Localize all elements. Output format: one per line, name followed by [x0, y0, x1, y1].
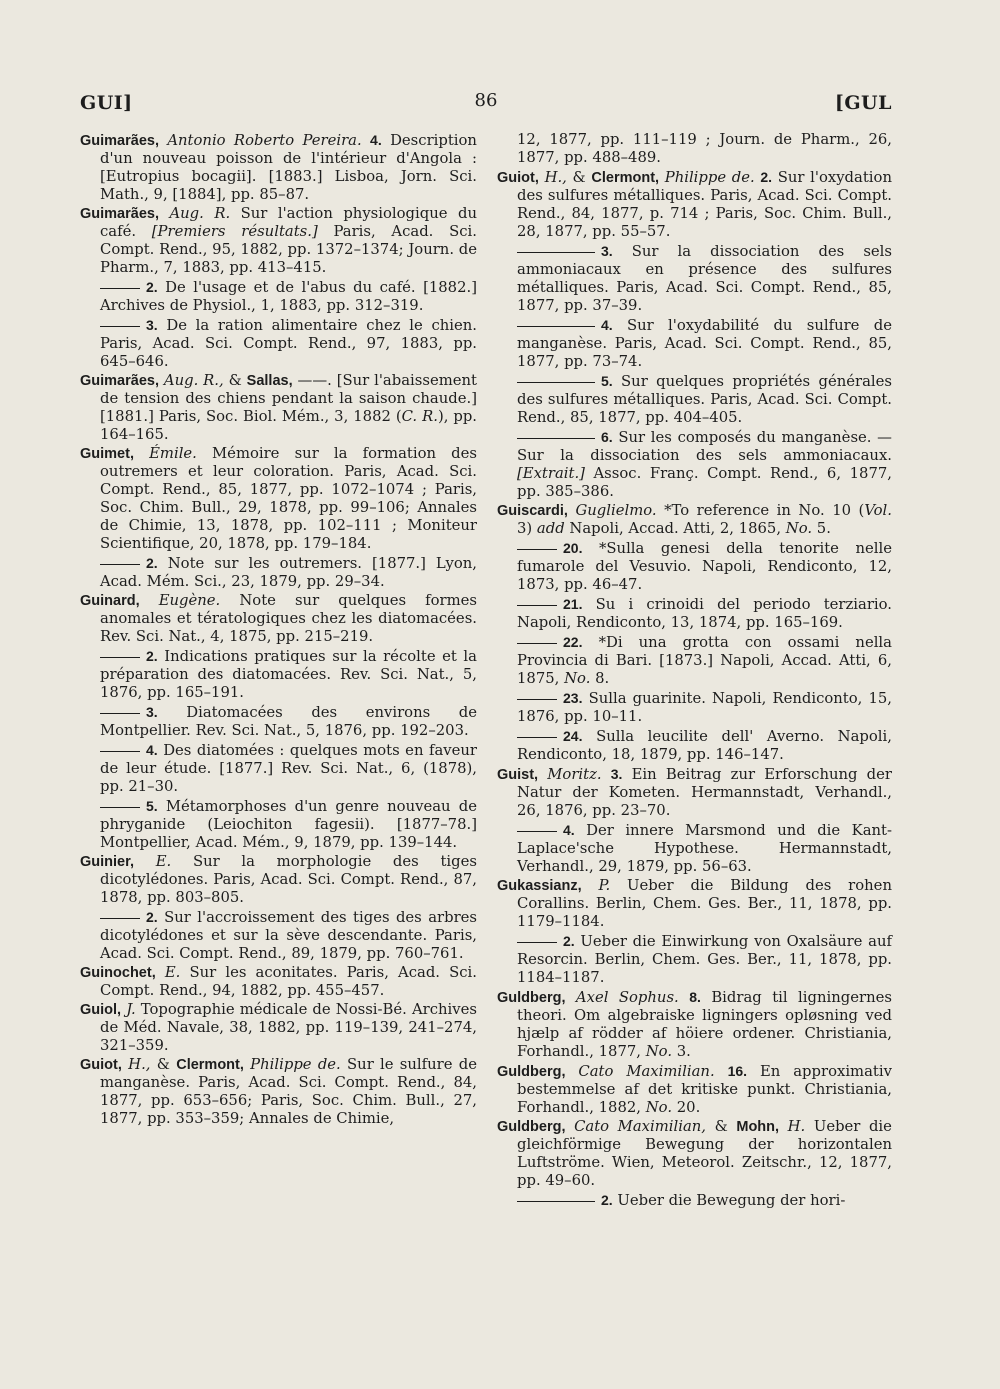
author-given-name: Cato Maximilian. [578, 1063, 715, 1080]
entry-guimaraes-aug [80, 205, 477, 277]
ditto-dash [100, 807, 140, 808]
coauthor-given-name: Philippe de. [250, 1056, 341, 1073]
entry-gukassianz [497, 877, 892, 931]
entry-continuation [497, 428, 892, 501]
citation: Su i crinoidi del periodo terziario. Napoli, Rendiconto, 13, 1874, pp. 165–169. [517, 596, 892, 631]
author-given-name: Aug. R. [169, 205, 231, 222]
ditto-dash [517, 326, 595, 327]
left-column [80, 131, 477, 1129]
coauthor: Clermont, [176, 1057, 244, 1073]
ditto-dash [517, 737, 557, 738]
coauthor-given-name: H. [787, 1118, 806, 1135]
citation: Sur l'action physiologique du café. [100, 205, 477, 240]
conjunction: & [714, 1118, 728, 1135]
citation: Note sur les outremers. [1877.] Lyon, Acad. Mém. Sci., 23, 1879, pp. 29–34. [100, 555, 477, 590]
coauthor: Mohn, [736, 1119, 780, 1135]
entry-guimaraes-antonio [80, 131, 477, 204]
author: Gukassianz, [497, 878, 582, 894]
entry-number: 22. [563, 634, 583, 650]
header-range-right: [GUL [834, 92, 892, 114]
entry-continuation [80, 908, 477, 963]
citation: De la ration alimentaire chez le chien. Paris, Acad. Sci. Compt. Rend., 97, 1883, pp. 645–646. [100, 317, 477, 370]
entry-number: 2. [146, 648, 158, 664]
entry-guinochet [80, 964, 477, 1000]
ditto-dash [100, 288, 140, 289]
entry-guiol [80, 1001, 477, 1055]
citation: 20. [676, 1099, 701, 1116]
entry-continuation [80, 703, 477, 740]
author-given-name: J. [126, 1001, 136, 1018]
ditto-dash [517, 252, 595, 253]
entry-number: 23. [563, 690, 583, 706]
ditto-dash [100, 326, 140, 327]
author-given-name: Moritz. [547, 766, 602, 783]
entry-number: 2. [760, 169, 773, 185]
citation: Sur la dissociation des sels ammoniacaux en présence des sulfures métalliques. Paris, Acad. Sci. Compt. Rend., 85, 1877, pp. 37–39. [517, 243, 892, 314]
entry-number: 16. [727, 1063, 748, 1079]
entry-number: 4. [563, 822, 575, 838]
entry-number: 2. [601, 1192, 613, 1208]
ditto-dash [100, 751, 140, 752]
author-given-name: Eugène. [158, 592, 221, 609]
header-range-left: GUI] [80, 92, 133, 114]
citation: Sur l'oxydation des sulfures métalliques. Paris, Acad. Sci. Compt. Rend., 84, 1877, p. 714 ; Paris, Soc. Chim. Bull., 28, 1877, pp. 55–57. [517, 169, 892, 240]
citation: *To reference in No. 10 ( [664, 502, 865, 519]
citation: Sur l'accroissement des tiges des arbres dicotylédones et sur la sève descendante. Paris, Acad. Sci. Compt. Rend., 89, 1879, pp. 760–761. [100, 909, 477, 962]
entry-continuation [497, 372, 892, 427]
citation: 3) [517, 520, 533, 537]
author: Guldberg, [497, 1119, 566, 1135]
right-column [497, 131, 892, 1211]
ditto-dash [517, 438, 595, 439]
citation-italic: No. [785, 520, 813, 537]
citation: 3. [676, 1043, 691, 1060]
author: Guiot, [80, 1057, 122, 1073]
citation: De l'usage et de l'abus du café. [1882.] Archives de Physiol., 1, 1883, pp. 312–319. [100, 279, 477, 314]
citation: En approximativ bestemmelse af det kritiske punkt. Christiania, Forhandl., 1882, [517, 1063, 892, 1116]
ditto-dash [517, 942, 557, 943]
author: Guimet, [80, 446, 134, 462]
author: Guist, [497, 767, 539, 783]
entry-number: 4. [370, 132, 382, 148]
citation: Sur les composés du manganèse. —Sur la dissociation des sels ammoniacaux. [517, 429, 892, 464]
citation: 12, 1877, pp. 111–119 ; Journ. de Pharm., 26, 1877, pp. 488–489. [517, 131, 892, 166]
entry-continuation [80, 647, 477, 702]
entry-number: 5. [146, 798, 158, 814]
entry-guimet [80, 445, 477, 553]
entry-number: 3. [146, 317, 158, 333]
entry-guldberg-mohn [497, 1118, 892, 1190]
citation: Des diatomées : quelques mots en faveur de leur étude. [1877.] Rev. Sci. Nat., 6, (1878), pp. 21–30. [100, 742, 477, 795]
author: Guldberg, [497, 1064, 566, 1080]
author: Guiot, [497, 170, 539, 186]
citation: Assoc. Franç. Compt. Rend., 6, 1877, pp. 385–386. [517, 465, 892, 500]
entry-number: 4. [146, 742, 158, 758]
entry-continuation [497, 316, 892, 371]
entry-guinard [80, 592, 477, 646]
author-given-name: H., [544, 169, 567, 186]
entry-guiscardi [497, 502, 892, 538]
ditto-dash [517, 1201, 595, 1202]
coauthor: Sallas, [246, 373, 293, 389]
author-given-name: H., [128, 1056, 151, 1073]
citation-italic: [Premiers résultats.] [151, 223, 318, 240]
coauthor-given-name: ——. [297, 372, 332, 389]
entry-number: 24. [563, 728, 583, 744]
entry-number: 20. [563, 540, 583, 556]
citation-italic: [Extrait.] [517, 465, 585, 482]
entry-number: 3. [610, 766, 623, 782]
author-given-name: Axel Sophus. [575, 989, 679, 1006]
entry-continuation [497, 242, 892, 315]
author: Guimarães, [80, 373, 159, 389]
ditto-dash [517, 831, 557, 832]
citation: Ueber die Bewegung der hori- [617, 1192, 846, 1209]
citation: Diatomacées des environs de Montpellier. Rev. Sci. Nat., 5, 1876, pp. 192–203. [100, 704, 477, 739]
coauthor-given-name: Philippe de. [664, 169, 755, 186]
running-header [80, 92, 892, 122]
citation-italic: add [536, 520, 565, 537]
citation: Sur le sulfure de manganèse. Paris, Acad. Sci. Compt. Rend., 84, 1877, pp. 653–656; Paris, Soc. Chim. Bull., 27, 1877, pp. 353–359; Annales de Chimie, [100, 1056, 477, 1127]
entry-continuation [497, 539, 892, 594]
entry-continuation [497, 689, 892, 726]
author: Guimarães, [80, 206, 159, 222]
citation: Napoli, Accad. Atti, 2, 1865, [569, 520, 782, 537]
citation: Sur quelques propriétés générales des sulfures métalliques. Paris, Acad. Sci. Compt. Rend., 85, 1877, pp. 404–405. [517, 373, 892, 426]
author-given-name: Antonio Roberto Pereira. [167, 132, 362, 149]
author: Guinochet, [80, 965, 156, 981]
citation: Indications pratiques sur la récolte et la préparation des diatomacées. Rev. Sci. Nat., 5, 1876, pp. 165–191. [100, 648, 477, 701]
entry-continuation [497, 727, 892, 764]
entry-guldberg-cato [497, 1062, 892, 1117]
citation: Ueber die Einwirkung von Oxalsäure auf Resorcin. Berlin, Chem. Ges. Ber., 11, 1878, pp. 1184–1187. [517, 933, 892, 986]
citation-italic: C. R. [401, 408, 438, 425]
entry-guimaraes-sallas [80, 372, 477, 444]
entry-number: 2. [146, 909, 158, 925]
author: Guiol, [80, 1002, 122, 1018]
citation: Topographie médicale de Nossi-Bé. Archives de Méd. Navale, 38, 1882, pp. 119–139, 241–274, 321–359. [100, 1001, 477, 1054]
entry-number: 2. [146, 279, 158, 295]
entry-number: 5. [601, 373, 613, 389]
entry-continuation [497, 633, 892, 688]
citation: 8. [595, 670, 610, 687]
entry-continuation [497, 595, 892, 632]
citation: ), pp. 164–165. [100, 408, 478, 443]
author-given-name: Cato Maximilian, [574, 1118, 706, 1135]
entry-continuation [497, 821, 892, 876]
entry-guist [497, 765, 892, 820]
entry-guiot-clermont [80, 1056, 477, 1128]
author-given-name: E. [155, 853, 172, 870]
citation: Sur les aconitates. Paris, Acad. Sci. Compt. Rend., 94, 1882, pp. 455–457. [100, 964, 477, 999]
conjunction: & [156, 1056, 170, 1073]
citation: Sulla leucilite dell' Averno. Napoli, Rendiconto, 18, 1879, pp. 146–147. [517, 728, 892, 763]
author-given-name: Aug. R., [163, 372, 224, 389]
ditto-dash [100, 918, 140, 919]
entry-continuation [80, 316, 477, 371]
citation-italic: Vol. [864, 502, 892, 519]
entry-number: 21. [563, 596, 583, 612]
citation: Sulla guarinite. Napoli, Rendiconto, 15, 1876, pp. 10–11. [517, 690, 892, 725]
conjunction: & [228, 372, 242, 389]
author: Guldberg, [497, 990, 566, 1006]
page-number: 86 [474, 90, 498, 111]
author: Guimarães, [80, 133, 159, 149]
entry-guinier [80, 853, 477, 907]
entry-guldberg-axel [497, 988, 892, 1061]
citation: Ein Beitrag zur Erforschung der Natur der Kometen. Hermannstadt, Verhandl., 26, 1876, pp. 23–70. [517, 766, 892, 819]
ditto-dash [517, 549, 557, 550]
coauthor: Clermont, [591, 170, 660, 186]
conjunction: & [572, 169, 586, 186]
entry-continuation [80, 278, 477, 315]
author-given-name: Émile. [149, 445, 197, 462]
author: Guiscardi, [497, 503, 568, 519]
entry-guiot-clermont-2 [497, 168, 892, 241]
entry-continuation [80, 554, 477, 591]
author-given-name: E. [164, 964, 181, 981]
citation: Métamorphoses d'un genre nouveau de phryganide (Leiochiton fagesii). [1877–78.] Montpellier, Acad. Mém., 9, 1879, pp. 139–144. [100, 798, 477, 851]
citation: Ueber die gleichförmige Bewegung der horizontalen Luftströme. Wien, Meteorol. Zeitschr., 12, 1877, pp. 49–60. [517, 1118, 892, 1189]
entry-number: 6. [601, 429, 613, 445]
ditto-dash [100, 657, 140, 658]
author-given-name: P. [598, 877, 611, 894]
ditto-dash [517, 643, 557, 644]
ditto-dash [100, 564, 140, 565]
ditto-dash [517, 699, 557, 700]
ditto-dash [517, 382, 595, 383]
citation: Mémoire sur la formation des outremers et leur coloration. Paris, Acad. Sci. Compt. Rend., 85, 1877, pp. 1072–1074 ; Paris, Soc. Chim. Bull., 29, 1878, pp. 99–106; Annales de Chimie, 13, 1878, pp. 102–111 ; Moniteur Scientifique, 20, 1878, pp. 179–184. [100, 445, 477, 552]
ditto-dash [517, 605, 557, 606]
citation: Sur la morphologie des tiges dicotylédones. Paris, Acad. Sci. Compt. Rend., 87, 1878, pp. 803–805. [100, 853, 477, 906]
ditto-dash [100, 713, 140, 714]
citation: *Di una grotta con ossami nella Provincia di Bari. [1873.] Napoli, Accad. Atti, 6, 1875, [517, 634, 892, 687]
citation: Description d'un nouveau poisson de l'intérieur d'Angola : [Eutropius bocagii]. [1883.] Lisboa, Jorn. Sci. Math., 9, [1884], pp. 85–87. [100, 132, 477, 203]
citation-italic: No. [564, 670, 591, 687]
citation: Bidrag til ligningernes theori. Om algebraiske ligningers opløsning ved hjælp af rödder af höiere ordener. Christiania, Forhandl., 1877, [517, 989, 892, 1060]
citation-italic: No. [645, 1043, 673, 1060]
author-given-name: Guglielmo. [575, 502, 657, 519]
author: Guinard, [80, 593, 140, 609]
citation: Ueber die Bildung des rohen Corallins. Berlin, Chem. Ges. Ber., 11, 1878, pp. 1179–1184. [517, 877, 892, 930]
citation: Sur l'oxydabilité du sulfure de manganèse. Paris, Acad. Sci. Compt. Rend., 85, 1877, pp. 73–74. [517, 317, 892, 370]
author: Guinier, [80, 854, 134, 870]
entry-continuation [80, 741, 477, 796]
entry-number: 2. [146, 555, 158, 571]
citation-italic: No. [645, 1099, 673, 1116]
citation: *Sulla genesi della tenorite nelle fumarole del Vesuvio. Napoli, Rendiconto, 12, 1873, pp. 46–47. [517, 540, 892, 593]
entry-number: 3. [601, 243, 613, 259]
citation: Paris, Acad. Sci. Compt. Rend., 95, 1882, pp. 1372–1374; Journ. de Pharm., 7, 1883, pp. 413–415. [100, 223, 477, 276]
entry-continuation [497, 932, 892, 987]
entry-number: 2. [563, 933, 575, 949]
entry-continuation [497, 131, 892, 167]
entry-number: 3. [146, 704, 158, 720]
citation: 5. [816, 520, 831, 537]
entry-continuation [497, 1191, 892, 1210]
citation: [Sur l'abaissement de tension des chiens pendant la saison chaude.] [1881.] Paris, Soc. Biol. Mém., 3, 1882 ( [100, 372, 477, 425]
entry-continuation [80, 797, 477, 852]
entry-number: 8. [689, 989, 701, 1005]
citation: Note sur quelques formes anomales et tératologiques chez les diatomacées. Rev. Sci. Nat., 4, 1875, pp. 215–219. [100, 592, 477, 645]
citation: Der innere Marsmond und die Kant-Laplace'sche Hypothese. Hermannstadt, Verhandl., 29, 1879, pp. 56–63. [517, 822, 892, 875]
entry-number: 4. [601, 317, 613, 333]
